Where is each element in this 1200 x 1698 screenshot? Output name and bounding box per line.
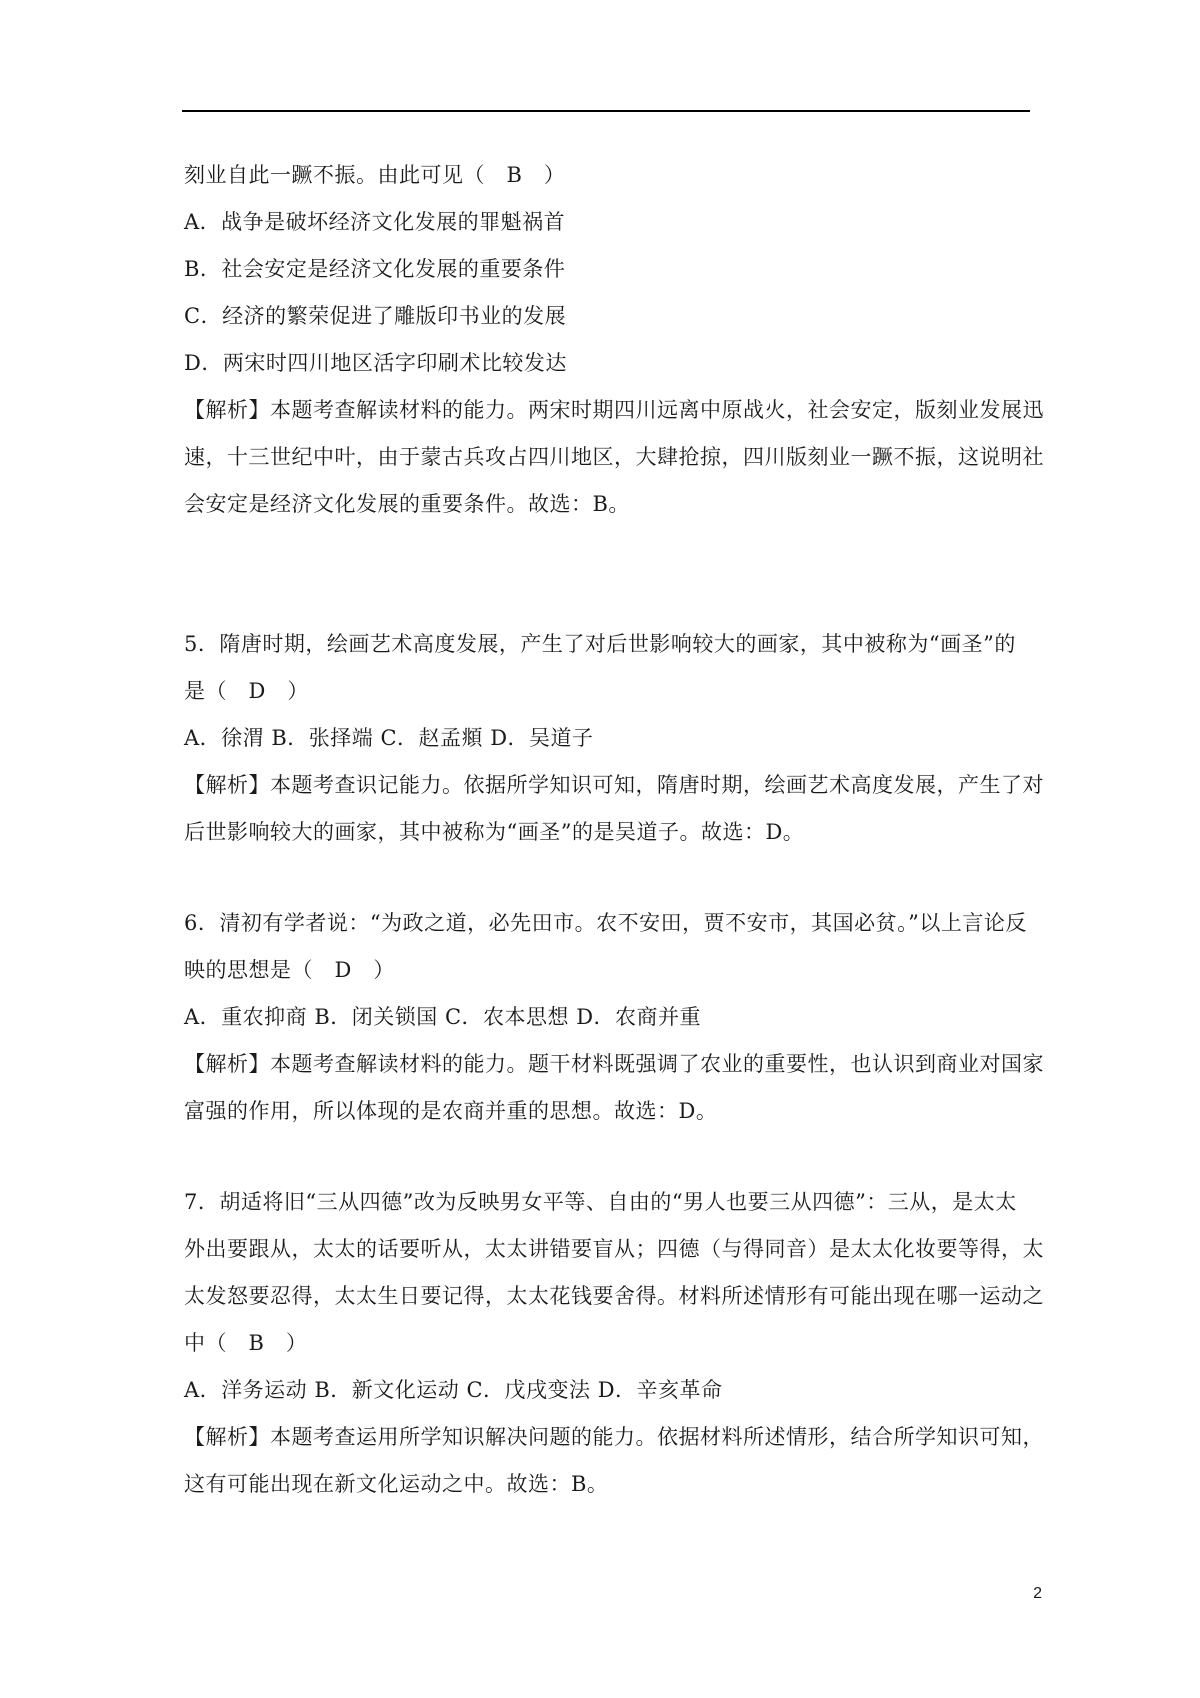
question-5-analysis-line xyxy=(184,762,1044,809)
question-4-option-b: B．社会安定是经济文化发展的重要条件 xyxy=(184,257,566,281)
question-7-analysis-line: 这有可能出现在新文化运动之中。故选：B。 xyxy=(184,1472,609,1496)
question-7-analysis-line xyxy=(184,1414,1044,1461)
question-6-stem: 6．清初有学者说：“为政之道，必先田市。农不安田，贾不安市，其国必贫。”以上言论反 xyxy=(184,911,1027,935)
question-4-option-d: D．两宋时四川地区活字印刷术比较发达 xyxy=(184,351,567,375)
spacer xyxy=(184,528,1034,621)
question-6-stem: 映的思想是（ D ） xyxy=(184,958,395,982)
spacer xyxy=(184,1135,1034,1179)
question-5-stem: 5．隋唐时期，绘画艺术高度发展，产生了对后世影响较大的画家，其中被称为“画圣”的 xyxy=(184,632,1016,656)
analysis-tag: 【解析】 xyxy=(184,398,270,422)
question-4-stem-tail: 刻业自此一蹶不振。由此可见（ B ） xyxy=(184,163,566,187)
question-6-options: A．重农抑商 B．闭关锁国 C．农本思想 D．农商并重 xyxy=(184,1005,702,1029)
analysis-text: 本题考查运用所学知识解决问题的能力。依据材料所述情形，结合所学知识可知， xyxy=(270,1425,1044,1449)
analysis-text: 本题考查解读材料的能力。两宋时期四川远离中原战火，社会安定，版刻业发展迅 xyxy=(270,398,1044,422)
question-5-analysis-line: 后世影响较大的画家，其中被称为“画圣”的是吴道子。故选：D。 xyxy=(184,820,805,844)
question-7-options: A．洋务运动 B．新文化运动 C．戊戌变法 D．辛亥革命 xyxy=(184,1378,723,1402)
header-rule xyxy=(182,110,1030,112)
question-7-stem: 外出要跟从，太太的话要听从，太太讲错要盲从；四德（与得同音）是太太化妆要等得，太 xyxy=(184,1237,1044,1261)
question-6-analysis-line: 富强的作用，所以体现的是农商并重的思想。故选：D。 xyxy=(184,1099,718,1123)
analysis-text: 本题考查识记能力。依据所学知识可知，隋唐时期，绘画艺术高度发展，产生了对 xyxy=(270,773,1044,797)
question-7-stem: 中（ B ） xyxy=(184,1331,308,1355)
question-4-option-a: A．战争是破坏经济文化发展的罪魁祸首 xyxy=(184,210,566,234)
question-6-analysis-line xyxy=(184,1041,1044,1088)
document-body xyxy=(184,152,1044,1508)
spacer xyxy=(184,856,1034,900)
analysis-tag: 【解析】 xyxy=(184,773,270,797)
analysis-tag: 【解析】 xyxy=(184,1425,270,1449)
question-7-stem: 太发怒要忍得，太太生日要记得，太太花钱要舍得。材料所述情形有可能出现在哪一运动之 xyxy=(184,1284,1044,1308)
analysis-text: 本题考查解读材料的能力。题干材料既强调了农业的重要性，也认识到商业对国家 xyxy=(270,1052,1044,1076)
analysis-tag: 【解析】 xyxy=(184,1052,270,1076)
question-7-stem: 7．胡适将旧“三从四德”改为反映男女平等、自由的“男人也要三从四德”：三从，是太太 xyxy=(184,1190,1017,1214)
page-number: 2 xyxy=(1033,1585,1042,1602)
question-4-analysis-line: 会安定是经济文化发展的重要条件。故选：B。 xyxy=(184,492,630,516)
question-4-analysis-line: 速，十三世纪中叶，由于蒙古兵攻占四川地区，大肆抢掠，四川版刻业一蹶不振，这说明社 xyxy=(184,445,1044,469)
question-4-analysis-line xyxy=(184,387,1044,434)
question-4-option-c: C．经济的繁荣促进了雕版印书业的发展 xyxy=(184,304,567,328)
question-5-options: A．徐渭 B．张择端 C．赵孟頫 D．吴道子 xyxy=(184,726,594,750)
question-5-stem: 是（ D ） xyxy=(184,679,309,703)
